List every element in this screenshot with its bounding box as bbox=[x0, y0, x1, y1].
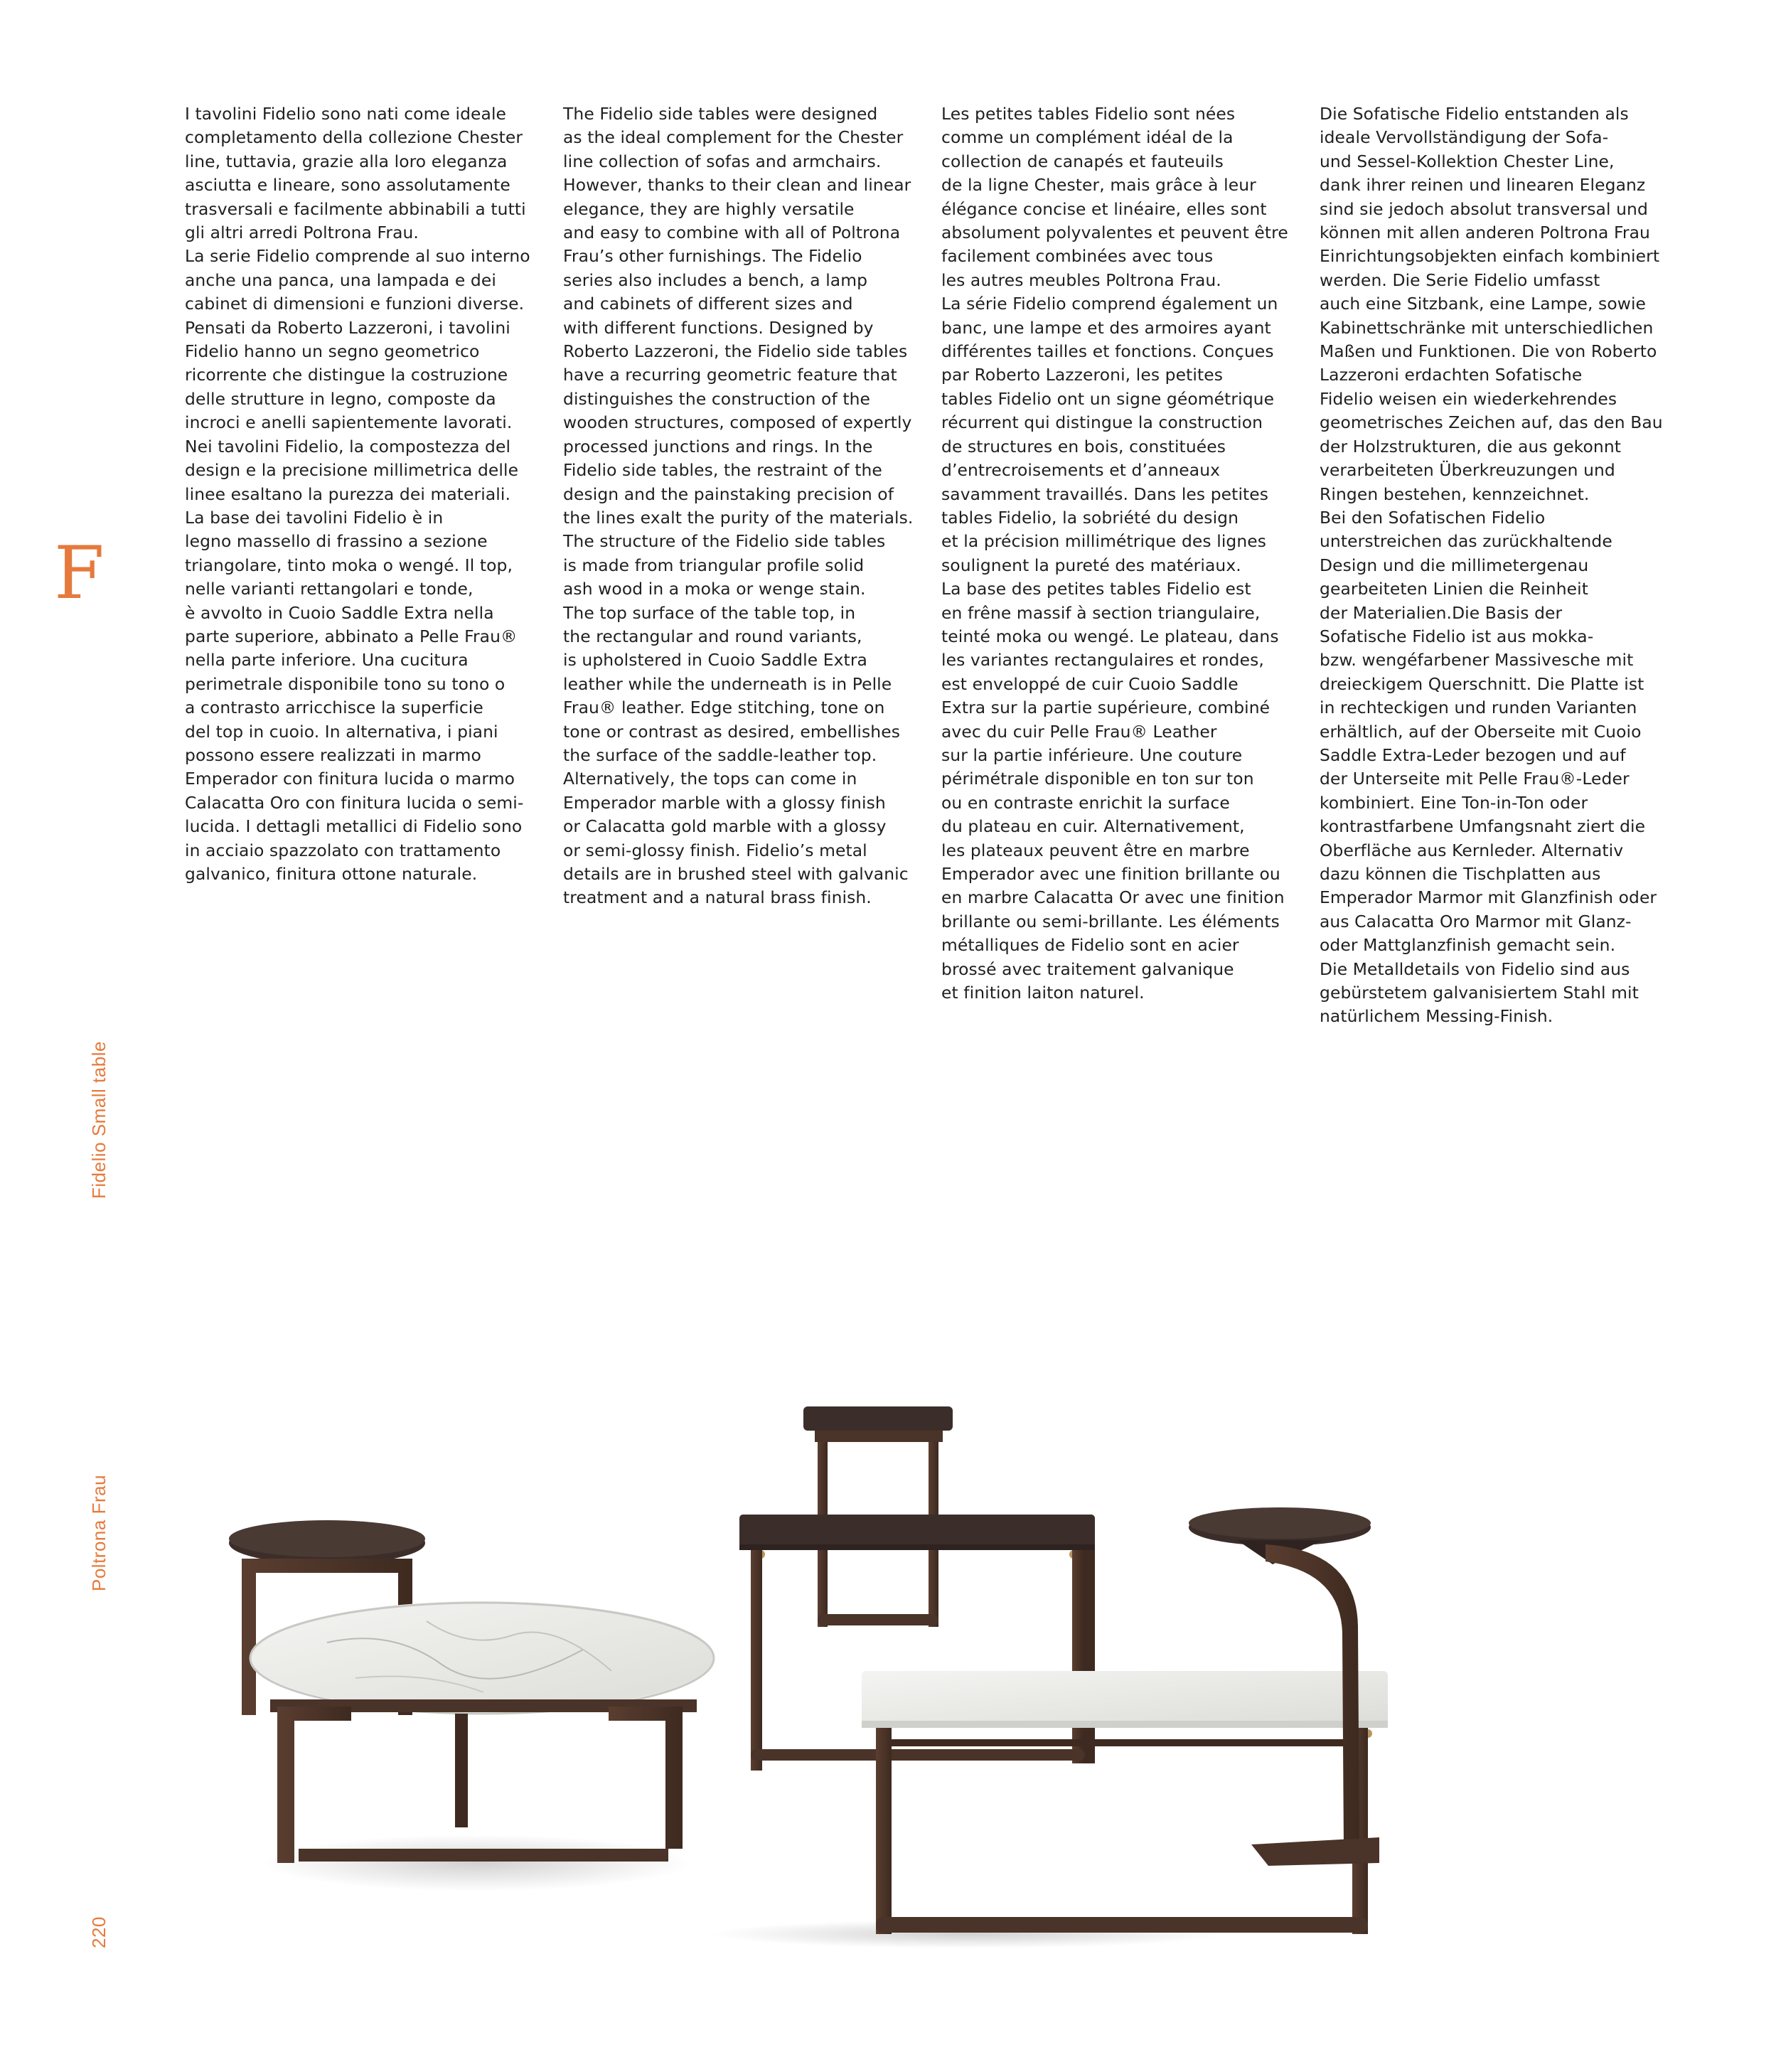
large-dark-rect-table bbox=[739, 1515, 1095, 1771]
round-marble-table bbox=[250, 1601, 714, 1891]
text-column-german: Die Sofatische Fidelio entstanden als ideale Vervollständigung der Sofa- und Sessel-Kollektion Chester Line, dank ihrer reinen und linearen Eleganz sind sie jedoch absolut transversal und können mit allen anderen Poltrona Frau Einrichtungsobjekten einfach kombiniert werden. Die Serie Fidelio umfasst auch eine Sitzbank, eine Lampe, sowie Kabinettschränke mit unterschiedlichen Maßen und Funktionen. Die von Roberto Lazzeroni erdachten Sofatische Fidelio weisen ein wiederkehrendes geometrisches Zeichen auf, das den Bau der Holzstrukturen, die aus gekonnt verarbeiteten Überkreuzungen und Ringen bestehen, kennzeichnet. Bei den Sofatischen Fidelio unterstreichen das zurückhaltende Design und die millimetergenau gearbeiteten Linien die Reinheit der Materialien.Die Basis der Sofatische Fidelio ist aus mokka- bzw. wengéfarbener Massivesche mit dreieckigem Querschnitt. Die Platte ist in rechteckigen und runden Varianten erhältlich, auf der Oberseite mit Cuoio Saddle Extra-Leder bezogen und auf der Unterseite mit Pelle Frau®-Leder kombiniert. Eine Ton-in-Ton oder kontrastfarbene Umfangsnaht ziert die Oberfläche aus Kernleder. Alternativ dazu können die Tischplatten aus Emperador Marmor mit Glanzfinish oder aus Calacatta Oro Marmor mit Glanz- oder Mattglanzfinish gemacht sein. Die Metalldetails von Fidelio sind aus gebürstetem galvanisiertem Stahl mit natürlichem Messing-Finish. bbox=[1320, 104, 1663, 1027]
page-number: 220 bbox=[88, 1916, 109, 1948]
text-column-english: The Fidelio side tables were designed as the ideal complement for the Chester line collection of sofas and armchairs. However, thanks to their clean and linear elegance, they are highly versatile and easy to combine with all of Poltrona Frau’s other furnishings. The Fidelio series also includes a bench, a lamp and cabinets of different sizes and with different functions. Designed by Roberto Lazzeroni, the Fidelio side tables have a recurring geometric feature that distinguishes the construction of the wooden structures, composed of expertly processed junctions and rings. In the Fidelio side tables, the restraint of the design and the painstaking precision of the lines exalt the purity of the materials. The structure of the Fidelio side tables is made from triangular profile solid ash wood in a moka or wenge stain. The top surface of the table top, in the rectangular and round variants, is upholstered in Cuoio Saddle Extra leather while the underneath is in Pelle Frau® leather. Edge stitching, tone on tone or contrast as desired, embellishes the surface of the saddle-leather top. Alternatively, the tops can come in Emperador marble with a glossy finish or Calacatta gold marble with a glossy or semi-glossy finish. Fidelio’s metal details are in brushed steel with galvanic treatment and a natural brass finish. bbox=[563, 104, 914, 908]
side-product-title: Fidelio Small table bbox=[88, 1041, 109, 1199]
product-photo-fidelio-tables bbox=[213, 1394, 1408, 1948]
text-column-italian: I tavolini Fidelio sono nati come ideale completamento della collezione Chester line, tuttavia, grazie alla loro eleganza asciutta e lineare, sono assolutamente trasversali e facilmente abbinabili a tutti gli altri arredi Poltrona Frau. La serie Fidelio comprende al suo interno anche una panca, una lampada e dei cabinet di dimensioni e funzioni diverse. Pensati da Roberto Lazzeroni, i tavolini Fidelio hanno un segno geometrico ricorrente che distingue la costruzione delle strutture in legno, composte da incroci e anelli sapientemente lavorati. Nei tavolini Fidelio, la compostezza del design e la precisione millimetrica delle linee esaltano la purezza dei materiali. La base dei tavolini Fidelio è in legno massello di frassino a sezione triangolare, tinto moka o wengé. Il top, nelle varianti rettangolari e tonde, è avvolto in Cuoio Saddle Extra nella parte superiore, abbinato a Pelle Frau® nella parte inferiore. Una cucitura perimetrale disponibile tono su tono o a contrasto arricchisce la superficie del top in cuoio. In alternativa, i piani possono essere realizzati in marmo Emperador con finitura lucida o marmo Calacatta Oro con finitura lucida o semi- lucida. I dettagli metallici di Fidelio sono in acciaio spazzolato con trattamento galvanico, finitura ottone naturale. bbox=[185, 104, 530, 884]
section-letter: F bbox=[54, 531, 105, 616]
text-column-french: Les petites tables Fidelio sont nées comme un complément idéal de la collection de canapés et fauteuils de la ligne Chester, mais grâce à leur élégance concise et linéaire, elles sont absolument polyvalentes et peuvent être facilement combinées avec tous les autres meubles Poltrona Frau. La série Fidelio comprend également un banc, une lampe et des armoires ayant différentes tailles et fonctions. Conçues par Roberto Lazzeroni, les petites tables Fidelio ont un signe géométrique récurrent qui distingue la construction de structures en bois, constituées d’entrecroisements et d’anneaux savamment travaillés. Dans les petites tables Fidelio, la sobriété du design et la précision millimétrique des lignes soulignent la pureté des matériaux. La base des petites tables Fidelio est en frêne massif à section triangulaire, teinté moka ou wengé. Le plateau, dans les variantes rectangulaires et rondes, est enveloppé de cuir Cuoio Saddle Extra sur la partie supérieure, combiné avec du cuir Pelle Frau® Leather sur la partie inférieure. Une couture périmétrale disponible en ton sur ton ou en contraste enrichit la surface du plateau en cuir. Alternativement, les plateaux peuvent être en marbre Emperador avec une finition brillante ou en marbre Calacatta Or avec une finition brillante ou semi-brillante. Les éléments métalliques de Fidelio sont en acier brossé avec traitement galvanique et finition laiton naturel. bbox=[941, 104, 1288, 1003]
rect-marble-table bbox=[711, 1671, 1388, 1948]
side-brand-name: Poltrona Frau bbox=[88, 1474, 109, 1591]
